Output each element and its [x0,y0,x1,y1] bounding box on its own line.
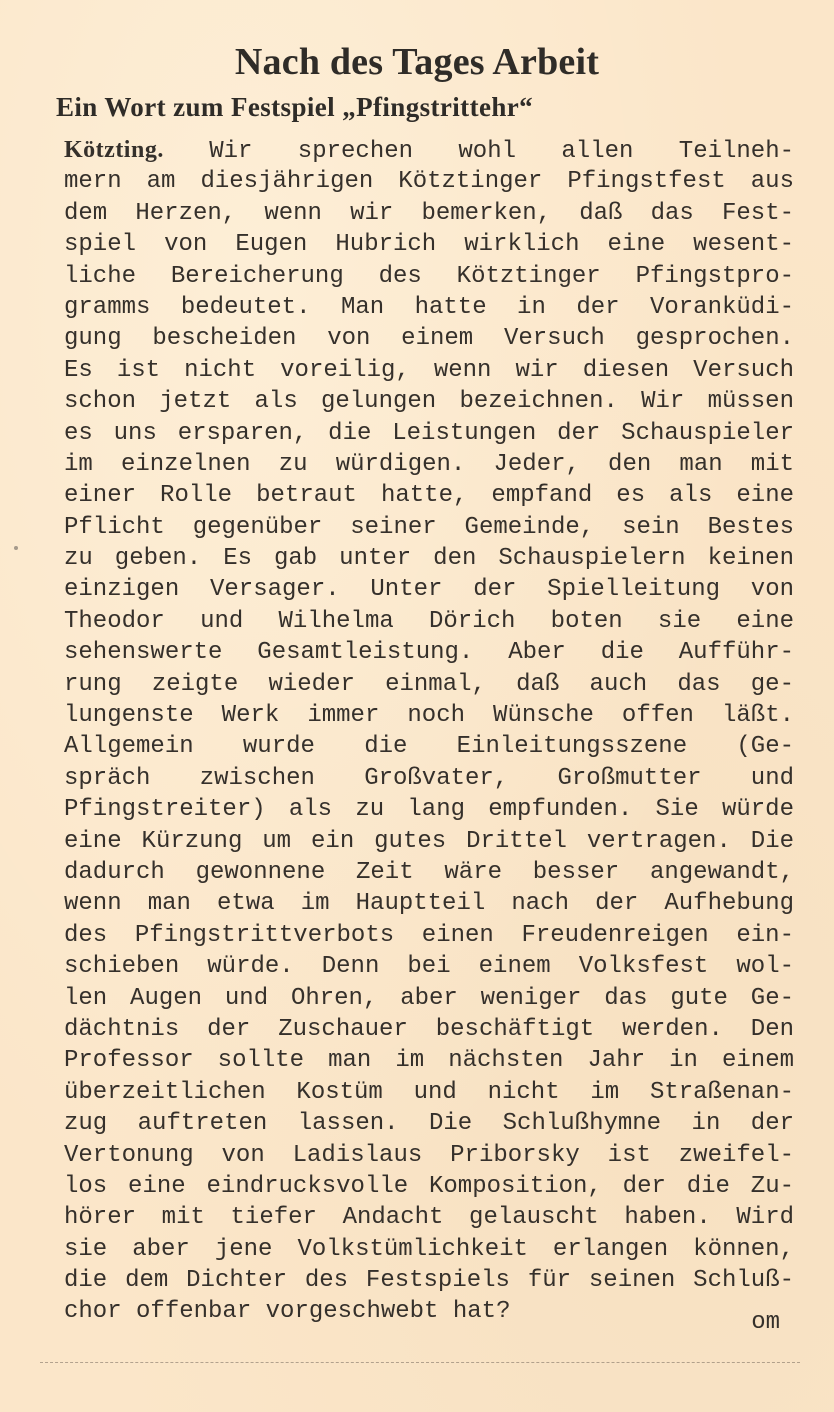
article-line [64,135,794,166]
article-line: Es ist nicht voreilig, wenn wir diesen Versuch [64,356,794,384]
paper-speck [14,546,18,550]
article-line: zu geben. Es gab unter den Schauspielern keinen [64,545,794,573]
subheadline: Ein Wort zum Festspiel „Pfingstrittehr“ [56,92,534,122]
article-line: es uns ersparen, die Leistungen der Schauspieler [64,419,794,447]
article-line: len Augen und Ohren, aber weniger das gute Ge- [64,984,794,1012]
article-line: spräch zwischen Großvater, Großmutter und [64,764,794,792]
article-line: eine Kürzung um ein gutes Drittel vertragen. Die [64,827,794,855]
article-line: lungenste Werk immer noch Wünsche offen läßt. [64,702,794,730]
article-body [64,135,794,1328]
article-line: gung bescheiden von einem Versuch gesprochen. [64,325,794,353]
article-line: liche Bereicherung des Kötztinger Pfingstpro- [64,262,794,290]
article-line: dächtnis der Zuschauer beschäftigt werden. Den [64,1015,794,1043]
article-line: des Pfingstrittverbots einen Freudenreigen ein- [64,921,794,949]
article-line: mern am diesjährigen Kötztinger Pfingstfest aus [64,168,794,196]
article-line-text: Wir sprechen wohl allen Teilneh- [209,138,795,165]
headline: Nach des Tages Arbeit [234,41,600,83]
article-line: Professor sollte man im nächsten Jahr in einem [64,1047,794,1075]
article-line: überzeitlichen Kostüm und nicht im Straßenan- [64,1078,794,1106]
article-line: Allgemein wurde die Einleitungsszene (Ge- [64,733,794,761]
article-line: im einzelnen zu würdigen. Jeder, den man mit [64,450,794,478]
article-line: sie aber jene Volkstümlichkeit erlangen können, [64,1235,794,1263]
article-line: spiel von Eugen Hubrich wirklich eine wesent- [64,231,794,259]
dateline: Kötzting. [64,137,164,163]
author-initials: om [751,1309,780,1336]
article-line: rung zeigte wieder einmal, daß auch das ge- [64,670,794,698]
article-line: schon jetzt als gelungen bezeichnen. Wir müssen [64,388,794,416]
article-line: gramms bedeutet. Man hatte in der Voranküdi- [64,293,794,321]
article-line: dem Herzen, wenn wir bemerken, daß das Fest- [64,199,794,227]
article-line: zug auftreten lassen. Die Schlußhymne in der [64,1110,794,1138]
article-line: schieben würde. Denn bei einem Volksfest wol- [64,953,794,981]
article-line: Vertonung von Ladislaus Priborsky ist zweifel- [64,1141,794,1169]
article-line: einzigen Versager. Unter der Spielleitung von [64,576,794,604]
article-line: dadurch gewonnene Zeit wäre besser angewandt, [64,858,794,886]
article-line: chor offenbar vorgeschwebt hat? [64,1298,511,1326]
article-line: Pfingstreiter) als zu lang empfunden. Sie würde [64,796,794,824]
article-line: Pflicht gegenüber seiner Gemeinde, sein Bestes [64,513,794,541]
article-line: einer Rolle betraut hatte, empfand es als eine [64,482,794,510]
article-line: wenn man etwa im Hauptteil nach der Aufhebung [64,890,794,918]
article-line: los eine eindrucksvolle Komposition, der die Zu- [64,1172,794,1200]
article-line: Theodor und Wilhelma Dörich boten sie eine [64,607,794,635]
article-line: die dem Dichter des Festspiels für seinen Schluß- [64,1267,794,1295]
article-line: sehenswerte Gesamtleistung. Aber die Aufführ- [64,639,794,667]
clipping-bottom-rule [40,1362,800,1363]
article-line: hörer mit tiefer Andacht gelauscht haben. Wird [64,1204,794,1232]
